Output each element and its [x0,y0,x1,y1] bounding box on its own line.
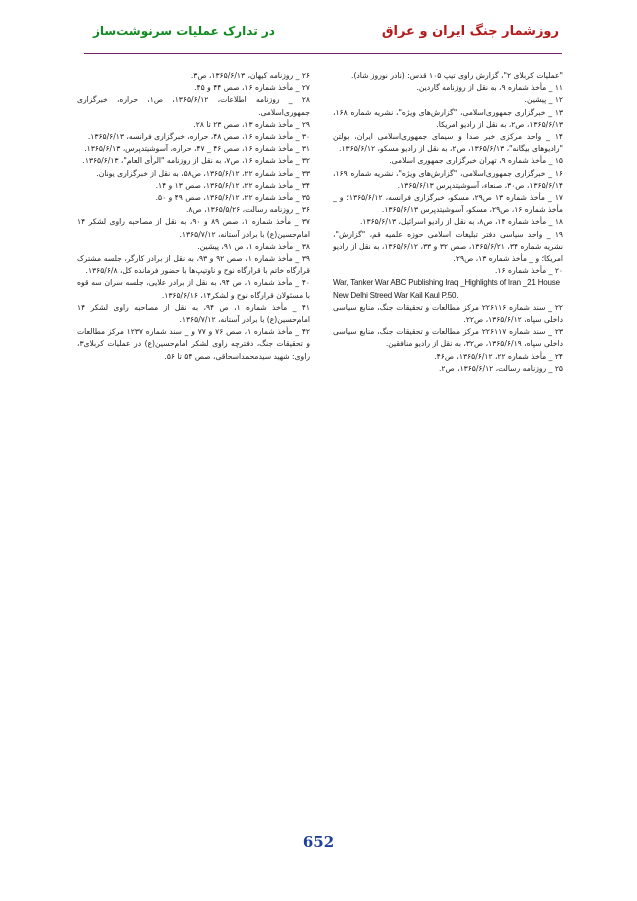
footnote: ۳۰ _ مأخذ شماره ۱۶، صص ۴۸، حراره، خبرگزاری فرانسه، ۱۳۶۵/۶/۱۳. [87,132,310,142]
footnote: ۲۸ _ روزنامه اطلاعات، ۱۳۶۵/۶/۱۲، ص۱، حراره، خبرگزاری جمهوری‌اسلامی. [77,95,310,117]
footnote: ۳۷ _ مأخذ شماره ۱، صص ۸۹ و ۹۰، به نقل از مصاحبه راوی لشکر ۱۴ امام‌حسین(ع) با برادر آستانه، ۱۳۶۵/۷/۱۲. [77,217,310,239]
page-header [0,0,637,60]
footnote: ۲۷ _ مأخذ شماره ۱۶، صص ۴۴ و ۴۵. [194,83,310,93]
footnote: ۱۶ _ خبرگزاری جمهوری‌اسلامی، "گزارش‌های ویژه"، نشریه شماره ۱۶۹، ۱۳۶۵/۶/۱۴، ص۳۰، صنعاء، آسوشیتدپرس ۱۳۶۵/۶/۱۳. [333,168,563,190]
footnotes-right-column [333,70,563,375]
footnote: ۴۲ _ مأخذ شماره ۱، صص ۷۶ و ۷۷ و _ سند شماره ۱۲۳۷ مرکز مطالعات و تحقیقات جنگ، دفترچه راوی لشکر امام‌حسین(ع) در عملیات کربلای۳، راوی: شهید سیدمحمداسحاقی، صص ۵۴ تا ۵۶. [77,327,311,361]
footnote: ۱۳ _ خبرگزاری جمهوری‌اسلامی، "گزارش‌های ویژه"، نشریه شماره ۱۶۸، ۱۳۶۵/۶/۱۳، ص۲، به نقل از رادیو امریکا. [333,107,563,129]
footnote: ۳۹ _ مأخذ شماره ۱، صص ۹۲ و ۹۳، به نقل از برادر کارگر، جلسه مشترک قرارگاه خاتم با قرارگاه نوح و ناوتیپ‌ها با حضور فرمانده کل، ۱۳۶۵/۶/۸. [77,254,311,276]
footnote: ۳۸ _ مأخذ شماره ۱، ص ۹۱، پیشین. [197,241,310,251]
footnote: ۲۶ _ روزنامه کیهان، ۱۳۶۵/۶/۱۳، ص۳. [190,71,310,80]
footnote: ۱۲ _ پیشین. [524,95,563,105]
footnote: ۱۷ _ مأخذ شماره ۱۳ ص۲۹، مسکو، خبرگزاری فرانسه، ۱۳۶۵/۶/۱۲؛ و _ مأخذ شماره ۱۶، ص۲۹، مسکو، آسوشیتدپرس ۱۳۶۵/۶/۱۳. [333,193,563,215]
footnote: ۱۵ _ مأخذ شماره ۹، تهران خبرگزاری جمهوری اسلامی. [389,156,563,166]
footnote: ۴۱ _ مأخذ شماره ۱، ص ۹۴، به نقل از مصاحبه راوی لشکر ۱۴ امام‌حسین(ع) با برادر آستانه، ۱۳۶۵/۷/۱۲. [77,302,310,325]
footnote: ۲۳ _ سند شماره ۲۲۶۱۱۷ مرکز مطالعات و تحقیقات جنگ، منابع سیاسی داخلی سپاه، ۱۳۶۵/۶/۱۹، ص۳۲، به نقل از رادیو منافقین. [333,327,563,349]
footnote: ۱۹ _ واحد سیاسی دفتر تبلیغات اسلامی حوزه علمیه قم، "گزارش"، نشریه شماره ۳۴، ۱۳۶۵/۶/۲۱، صص ۳۲ و ۳۳، ۱۳۶۵/۶/۱۲، به نقل از رادیو امریکا؛ و _ مأخذ شماره ۱۳، ص۲۹. [333,229,564,264]
footnote: ۱۸ _ مأخذ شماره ۱۴، ص۸، به نقل از رادیو اسرائیل، ۱۳۶۵/۶/۱۳. [360,217,563,227]
footnote: ۲۰ _ مأخذ شماره ۱۶. [495,266,563,276]
footnote: ۱۱ _ مأخذ شماره ۹، به نقل از روزنامه گاردین. [416,83,563,93]
footnote: ۲۹ _ مأخذ شماره ۱۳، صص ۲۳ تا ۲۸. [193,119,310,129]
footnote: War, Tanker War ABC Publishing Iraq _Highlights of Iran _21 House New Delhi Streed War Kail Kaul P.50. [333,278,560,300]
book-title: روزشمار جنگ ایران و عراق [381,24,559,39]
footnote: ۲۴ _ مأخذ شماره ۲۲، ۱۳۶۵/۶/۱۲، ص۴۶. [434,351,563,361]
page-number: 652 [302,833,335,851]
footnote: ۳۳ _ مأخذ شماره ۲۲، ۱۳۶۵/۶/۱۲، ص۵۸، به نقل از خبرگزاری یونان. [96,168,310,178]
footnote: ۳۴ _ مأخذ شماره ۲۲، ۱۳۶۵/۶/۱۲، صص ۱۳ و ۱۴. [155,180,310,190]
section-title: در تدارک عملیات سرنوشت‌ساز [93,24,275,38]
footnote: ۲۲ _ سند شماره ۲۲۶۱۱۶ مرکز مطالعات و تحقیقات جنگ، منابع سیاسی داخلی سپاه، ۱۳۶۵/۶/۱۲، ص۲۲. [333,302,563,325]
footnote: "عملیات کربلای ۲"، گزارش راوی تیپ ۱۰۵ قدس: (نادر نوروز شاد). [351,71,563,80]
footnote: ۳۱ _ مأخذ شماره ۱۶، صص ۴۶ _ ۴۷، حراره، آسوشیتدپرس، ۱۳۶۵/۶/۱۳. [84,144,310,154]
footnote: ۳۲ _ مأخذ شماره ۱۶، ص۷، به نقل از روزنامه "الرأی العام"، ۱۳۶۵/۶/۱۳. [82,156,310,166]
header-divider [84,53,562,54]
footnote: ۲۵ _ روزنامه رسالت، ۱۳۶۵/۶/۱۲، ص۲. [439,363,563,373]
footnote: ۳۶ _ روزنامه رسالت، ۱۳۶۵/۵/۲۶، ص۸. [186,205,310,215]
footnote: ۳۵ _ مأخذ شماره ۲۲، ۱۳۶۵/۶/۱۲، صص ۴۹ و ۵۰. [155,193,310,203]
footnote: ۱۴ _ واحد مرکزی خبر صدا و سیمای جمهوری‌اسلامی ایران، بولتن "رادیوهای بیگانه"، ۱۳۶۵/۶/۱۳، ص۲، به نقل از رادیو مسکو، ۱۳۶۵/۶/۱۲. [333,132,563,154]
footnotes-left-column [77,70,310,363]
footnote: ۴۰ _ مأخذ شماره ۱، ص ۹۴، به نقل از برادر علایی، جلسه سران سه قوه با مسئولان قرارگاه نوح و لشکر۱۴، ۱۳۶۵/۶/۱۶. [77,278,310,300]
